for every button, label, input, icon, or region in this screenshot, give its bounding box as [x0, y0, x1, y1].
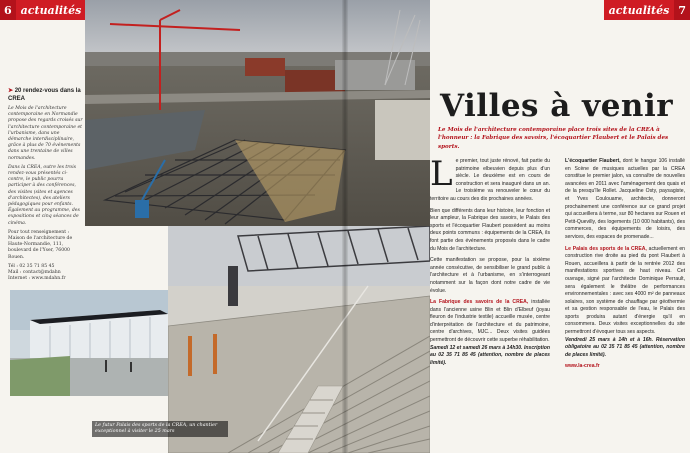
col2-url-line: [565, 363, 685, 371]
sidebar-phone: Tél : 02 35 71 85 45: [8, 263, 55, 269]
sidebar-title-text: 20 rendez-vous dans la CREA: [8, 88, 81, 102]
photo-caption: Le futur Palais des sports de la CREA, un chantier exceptionnel à visiter le 25 mars: [92, 421, 228, 437]
col1-p4-text: installée dans l'ancienne usine Blin et Blin d'Elbeuf (joyau fleuron de l'industrie textile) accueille musée, centre d'interprétation de l'architecture et du patrimoine, centre d'archives, MJC... Deux visites guidées permettront de découvrir cette superbe réhabilitation.: [430, 299, 550, 344]
col1-paragraph-4: [430, 299, 550, 367]
col1-p1-text: e premier, tout juste rénové, fait partie du patrimoine elbeuvien depuis plus d'un siècle. Le deuxième est en cours de construction et sera inauguré dans un an. Le troisième va renouveler le cœur du territoire au cours des dix prochaines années.: [430, 158, 550, 202]
article-headline: Villes à venir: [440, 88, 674, 124]
sidebar-intro: Le Mois de l'architecture contemporaine en Normandie propose des regards croisés sur l'architecture contemporaine et l'urbanisme, dans une démarche interdisciplinaire, grâce à plus de 70 événements dans une trentaine de villes normandes.: [8, 106, 83, 161]
section-label-left: actualités: [16, 0, 87, 20]
sidebar-contact: Pour tout renseignement : Maison de l'architecture de Haute-Normandie, 111, boulevard de l'Yser, 76000 Rouen.: [8, 229, 73, 260]
page-number-right: 7: [674, 0, 690, 20]
col2-p2-title: Le Palais des sports de la CREA,: [565, 245, 647, 252]
col1-p4-dates: Samedi 12 et samedi 26 mars à 14h30. Inscription au 02 35 71 85 45 (attention, nombre de places limité).: [430, 344, 550, 366]
sidebar-title: [8, 88, 84, 103]
col1-p4-title: La Fabrique des savoirs de la CREA,: [430, 299, 529, 306]
spine-gutter: [342, 0, 348, 453]
article-lead: Le Mois de l'architecture contemporaine place trois sites de la CREA à l'honneur : la Fabrique des savoirs, l'écoquartier Flaubert et le Palais des sports.: [438, 127, 669, 150]
arrow-icon: ➤: [8, 88, 15, 94]
sidebar-mail: Mail : contact@mdahn: [8, 270, 61, 276]
dropcap: L: [430, 154, 453, 194]
col2-paragraph-2: [565, 246, 685, 360]
col2-paragraph-1: [565, 158, 685, 242]
col1-paragraph-3: Cette manifestation se propose, pour la sixième année consécutive, de sensibiliser le grand public à l'architecture et à l'urbanisme, en s'interrogeant notamment sur la façon dont notre cadre de vie évolue.: [430, 257, 550, 294]
crea-website-link[interactable]: www.la-crea.fr: [565, 363, 600, 370]
stadium-stairs-photo: [168, 226, 430, 453]
palais-des-sports-render-photo: [10, 290, 168, 396]
article-column-2: [565, 158, 685, 375]
article-column-1: [430, 154, 550, 371]
sidebar-box: [8, 88, 84, 282]
section-tag-left: [0, 0, 86, 20]
sidebar-internet: Internet : www.mdahn.fr: [8, 276, 66, 282]
col1-paragraph-2: Bien que différents dans leur histoire, leur fonction et leur ampleur, la Fabrique des savoirs, le Palais des sports et l'écoquartier Flaubert possèdent au moins deux points communs : équipements de la CREA, ils font partie des événements proposés dans le cadre du Mois de l'architecture.: [430, 207, 550, 252]
sidebar-body: Dans la CREA, outre les trois rendez-vous présentés ci-contre, le public pourra participer à des conférences, des visites (sites et agences d'architectes), des ateliers pédagogiques pour enfants. Également au programme, des expositions et cinq séances de cinéma.: [8, 164, 80, 226]
aerial-construction-photo: [85, 0, 430, 226]
col2-p1-text: dont le hangar 106 installé en Scène de musiques actuelles par la CREA constitue le premier jalon, va connaître de nouvelles avancées en 2011 avec l'aménagement des quais et de la presqu'île Rollet. Jacqueline Osty, paysagiste, et Yves Coulouame, architecte, donneront prochainement une conférence sur ce grand projet qui accueillera à terme, sur 80 hectares sur Rouen et Petit-Quevilly, des logements (10 000 habitants), des commerces, des équipements de loisirs, des services, des espaces de promenade...: [565, 158, 686, 240]
page-number-left: 6: [0, 0, 16, 20]
col2-p1-title: L'écoquartier Flaubert,: [565, 158, 621, 164]
section-tag-right: [604, 0, 690, 20]
col2-p2-dates: Vendredi 25 mars à 14h et à 16h. Réservation obligatoire au 02 35 71 85 45 (attention, nombre de places limité).: [565, 336, 685, 358]
col2-p2-text: actuellement en construction rive droite au pied du pont Flaubert à Rouen, accueillera à partir de la rentrée 2012 des manifestations sportives de haut niveau. Cet ouvrage, signé par l'architecte Dominique Perrault, sera également le théâtre de performances environnementales : avec ses 4000 m² de panneaux solaires, son système de chauffage par géothermie et sa gestion responsable de l'eau, le Palais des sports produira autant d'énergie qu'il en consommera. Deux visites exceptionnelles du site permettront d'évoquer tous ses aspects.: [565, 245, 685, 336]
section-label-right: actualités: [604, 0, 675, 20]
col1-paragraph-1: [430, 154, 550, 204]
